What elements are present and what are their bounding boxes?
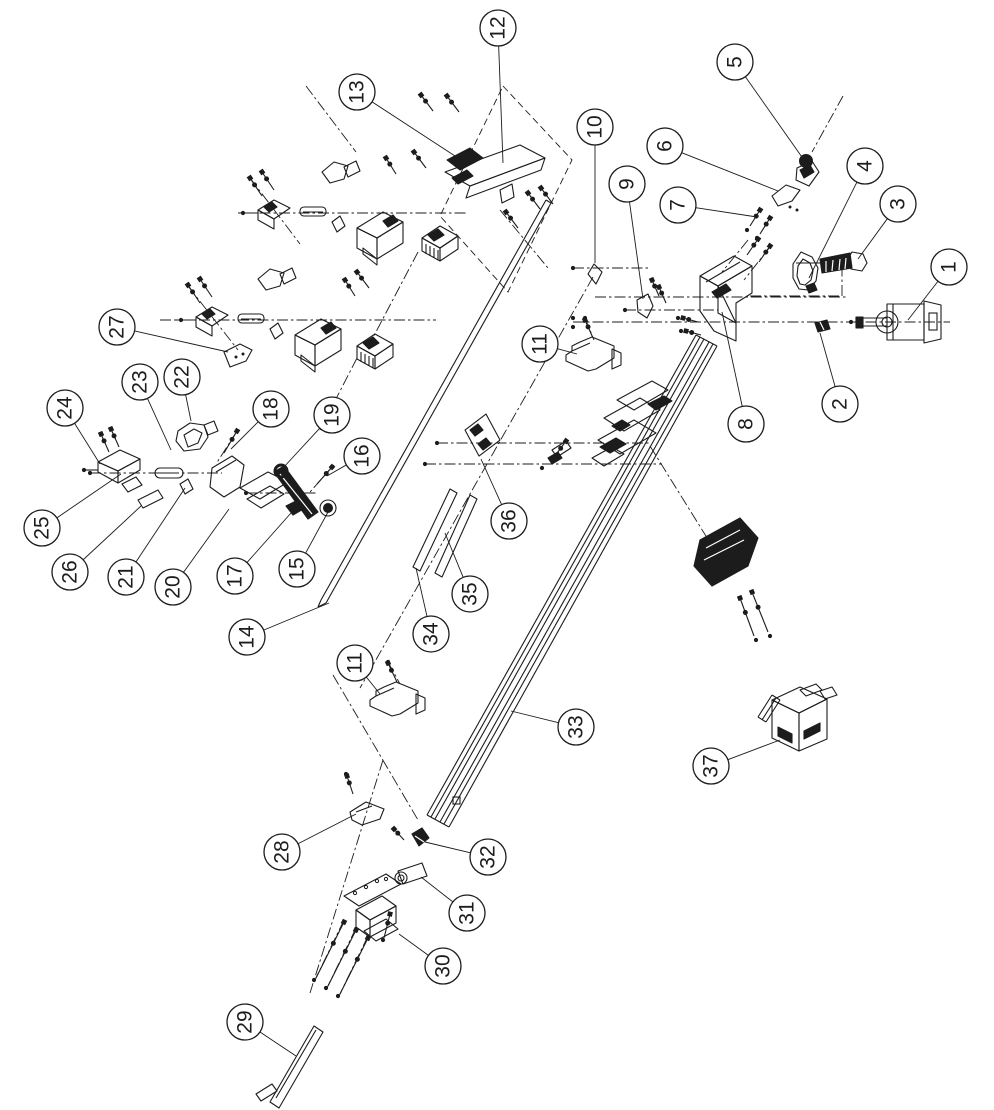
screw xyxy=(418,92,433,111)
part-line xyxy=(696,335,717,346)
part-shape xyxy=(322,162,348,183)
balloon-number: 4 xyxy=(853,160,877,172)
part-shape xyxy=(321,322,336,334)
leader-line xyxy=(135,331,228,352)
balloon-number: 17 xyxy=(223,564,247,588)
balloon-number: 34 xyxy=(419,622,443,646)
screw xyxy=(749,589,768,632)
leader-line xyxy=(283,428,320,468)
center-line xyxy=(812,96,843,152)
terminator-dot xyxy=(754,638,758,642)
leader-line xyxy=(425,842,470,853)
callout-balloon-32 xyxy=(425,839,506,875)
part-shape xyxy=(247,486,284,508)
part-shape xyxy=(258,269,284,290)
part-shape xyxy=(357,212,403,238)
part-shape xyxy=(566,337,614,371)
callout-balloon-30 xyxy=(399,934,461,984)
screw xyxy=(680,315,698,322)
part-shape xyxy=(637,294,653,318)
callout-balloon-6 xyxy=(647,128,778,191)
part-shape xyxy=(377,222,403,259)
part-shape xyxy=(772,185,800,206)
part-shape xyxy=(712,284,731,298)
part-shape xyxy=(256,1084,277,1101)
balloon-number: 3 xyxy=(886,198,910,210)
callout-balloon-9 xyxy=(609,166,645,299)
part-shape xyxy=(363,337,379,349)
part-shape xyxy=(383,215,398,227)
balloon-number: 23 xyxy=(128,370,152,394)
part-shape xyxy=(452,170,473,184)
callout-balloon-14 xyxy=(229,603,329,655)
leader-line xyxy=(83,506,141,560)
leader-line xyxy=(147,398,171,450)
screw xyxy=(747,236,761,255)
balloon-number: 2 xyxy=(828,398,852,410)
callout-balloon-11 xyxy=(337,645,380,694)
terminator-dot xyxy=(336,994,340,998)
screw xyxy=(582,317,593,338)
center-line xyxy=(368,252,418,347)
balloon-number: 8 xyxy=(734,418,758,430)
balloon-number: 6 xyxy=(653,140,677,152)
callout-balloon-11 xyxy=(522,326,577,362)
terminator-dot xyxy=(679,329,683,333)
leader-line xyxy=(260,1032,296,1056)
leader-line xyxy=(372,102,455,156)
balloon-number: 26 xyxy=(58,560,82,584)
screw xyxy=(247,175,262,196)
callout-balloon-18 xyxy=(231,391,289,449)
phantom-outlines xyxy=(440,86,572,292)
leader-line xyxy=(57,474,121,518)
callout-balloon-7 xyxy=(660,187,757,223)
part-line xyxy=(758,717,766,722)
part-shape xyxy=(799,699,827,751)
terminator-dot xyxy=(386,660,390,664)
screw xyxy=(444,93,459,112)
screw xyxy=(328,927,359,986)
center-line xyxy=(650,446,714,549)
terminator-dot xyxy=(571,266,575,270)
screw xyxy=(391,826,404,840)
screw xyxy=(354,269,369,288)
leader-line xyxy=(481,459,502,505)
part-shape xyxy=(295,319,341,345)
callout-balloon-2 xyxy=(820,333,858,422)
part-shape xyxy=(118,459,140,483)
callout-balloon-17 xyxy=(217,513,291,594)
part-shape xyxy=(315,329,341,366)
balloon-number: 35 xyxy=(458,582,482,606)
part-line xyxy=(321,200,546,600)
screw xyxy=(383,155,396,174)
leader-line xyxy=(696,208,757,217)
screws xyxy=(98,92,774,994)
part-circle xyxy=(375,879,378,882)
part-shape xyxy=(800,684,822,696)
screw xyxy=(98,431,109,452)
screw xyxy=(342,277,355,296)
callout-balloon-36 xyxy=(481,459,527,539)
balloon-number: 29 xyxy=(233,1010,257,1034)
part-line xyxy=(276,1030,316,1098)
part-shape xyxy=(428,229,444,241)
part-shape xyxy=(180,479,193,494)
part-shape xyxy=(344,161,360,177)
terminator-dot xyxy=(381,938,385,942)
part-shape xyxy=(138,490,163,508)
balloon-number: 32 xyxy=(476,845,500,869)
balloon-number: 27 xyxy=(105,315,129,339)
part-shape xyxy=(500,184,514,203)
terminator-dot xyxy=(244,491,248,495)
callout-balloon-24 xyxy=(47,390,100,464)
terminator-dot xyxy=(324,986,328,990)
callout-balloon-1 xyxy=(908,249,967,320)
balloon-number: 9 xyxy=(615,178,639,190)
leader-line xyxy=(908,281,938,320)
callout-balloon-5 xyxy=(717,44,804,160)
balloon-number: 21 xyxy=(114,565,138,589)
part-circle xyxy=(364,885,367,888)
terminator-dot xyxy=(435,441,439,445)
leader-line xyxy=(416,568,427,616)
callout-balloon-33 xyxy=(511,709,594,745)
terminator-dot xyxy=(179,318,183,322)
leader-line xyxy=(366,677,380,694)
screw xyxy=(197,276,212,297)
part-shape xyxy=(375,344,393,369)
part-shape xyxy=(588,264,602,284)
part-shape xyxy=(363,248,377,265)
balloon-number: 15 xyxy=(285,557,309,581)
balloon-number: 19 xyxy=(320,403,344,427)
leader-line xyxy=(264,603,329,630)
part-shape xyxy=(772,700,799,751)
screw xyxy=(344,773,353,794)
screw xyxy=(316,919,347,978)
callout-balloon-37 xyxy=(693,740,780,784)
terminator-dot xyxy=(571,316,575,320)
callout-balloon-35 xyxy=(445,533,488,612)
part-shape xyxy=(600,438,626,453)
part-lines xyxy=(84,200,893,1098)
terminator-dot xyxy=(583,316,587,320)
part-shape xyxy=(224,344,252,367)
part-line xyxy=(326,203,551,606)
part-shape xyxy=(280,268,296,284)
balloon-number: 37 xyxy=(699,754,723,778)
part-shape xyxy=(184,429,202,447)
leader-line xyxy=(445,533,463,577)
callout-balloon-34 xyxy=(413,568,449,652)
part-shape xyxy=(694,518,758,586)
part-shape xyxy=(806,283,817,293)
callout-balloon-29 xyxy=(227,1004,296,1056)
screw xyxy=(259,169,274,190)
balloon-number: 24 xyxy=(53,396,77,420)
part-shape xyxy=(548,452,562,464)
leader-line xyxy=(499,46,503,163)
balloon-number: 31 xyxy=(455,901,479,925)
callout-balloon-3 xyxy=(858,186,916,259)
leader-line xyxy=(231,422,258,449)
part-circle xyxy=(242,353,245,356)
part-shape xyxy=(447,148,483,170)
leader-line xyxy=(186,395,191,421)
callout-balloon-13 xyxy=(339,74,455,156)
part-shape xyxy=(370,682,418,716)
part-circle xyxy=(235,356,238,359)
part-shape xyxy=(98,462,118,483)
part-shape xyxy=(778,727,792,743)
part-line xyxy=(449,346,717,827)
leader-line xyxy=(298,814,356,844)
callout-balloon-15 xyxy=(279,512,328,587)
part-shapes xyxy=(98,145,941,1108)
terminator-dot xyxy=(241,211,245,215)
part-shape xyxy=(357,228,377,259)
balloon-number: 25 xyxy=(30,516,54,540)
part-shape xyxy=(440,236,458,261)
leader-line xyxy=(728,740,780,760)
part-shape xyxy=(820,253,852,273)
callout-balloon-8 xyxy=(722,312,764,442)
screw xyxy=(224,428,240,453)
balloon-number: 1 xyxy=(937,261,961,273)
screw xyxy=(317,464,335,484)
part-line xyxy=(706,262,740,282)
balloon-number: 36 xyxy=(497,509,521,533)
part-shape xyxy=(422,238,440,261)
part-shape xyxy=(357,346,375,369)
leader-line xyxy=(682,153,778,191)
balloon-number: 5 xyxy=(723,56,747,68)
center-lines xyxy=(90,86,950,998)
balloon-number: 22 xyxy=(170,365,194,389)
part-shape xyxy=(470,424,483,436)
balloon-number: 30 xyxy=(431,954,455,978)
leader-line xyxy=(745,77,804,160)
balloon-number: 11 xyxy=(528,333,552,355)
leader-line xyxy=(399,934,428,955)
part-shape xyxy=(210,456,244,497)
part-shape xyxy=(176,423,208,451)
terminator-dot xyxy=(849,320,853,324)
part-shape xyxy=(356,910,370,937)
terminator-dot xyxy=(755,236,759,240)
screw xyxy=(411,149,426,168)
terminator-dot xyxy=(423,462,427,466)
balloon-number: 11 xyxy=(343,652,367,674)
callout-balloon-20 xyxy=(155,509,229,605)
leader-line xyxy=(629,202,643,299)
part-shape xyxy=(295,335,315,366)
part-line xyxy=(758,695,772,717)
terminator-dot xyxy=(82,468,86,472)
balloon-number: 28 xyxy=(270,840,294,864)
balloon-number: 7 xyxy=(666,199,690,211)
screw xyxy=(185,282,200,303)
callout-balloons xyxy=(24,10,967,1056)
terminator-dot xyxy=(344,772,348,776)
terminator-dot xyxy=(745,228,749,232)
callout-balloon-12 xyxy=(480,10,516,163)
screw xyxy=(759,243,773,262)
balloon-number: 20 xyxy=(161,575,185,599)
terminator-dot xyxy=(676,316,680,320)
screw xyxy=(340,935,371,994)
part-circle xyxy=(323,503,333,513)
part-circle xyxy=(789,206,792,209)
center-line xyxy=(310,760,383,993)
screw xyxy=(108,426,119,447)
balloon-number: 18 xyxy=(259,397,283,421)
callout-balloon-19 xyxy=(283,397,350,468)
balloon-number: 33 xyxy=(564,715,588,739)
part-shape xyxy=(856,317,863,328)
leader-line xyxy=(722,312,742,406)
balloon-number: 13 xyxy=(345,80,369,104)
callout-balloon-10 xyxy=(577,109,613,263)
leader-line xyxy=(421,877,453,902)
terminator-dot xyxy=(571,325,575,329)
part-shape xyxy=(648,396,672,410)
part-circle xyxy=(796,209,799,212)
balloon-number: 16 xyxy=(350,444,374,468)
leader-line xyxy=(858,219,887,259)
screw xyxy=(525,190,540,209)
callout-balloon-25 xyxy=(24,474,121,546)
terminator-dot xyxy=(540,466,544,470)
screw xyxy=(683,328,701,335)
center-line xyxy=(360,277,593,688)
part-circle xyxy=(384,877,387,880)
leader-line xyxy=(247,513,291,563)
part-shape xyxy=(270,323,283,339)
part-shape xyxy=(350,802,384,825)
part-shape xyxy=(804,723,820,739)
center-line xyxy=(388,662,400,684)
part-line xyxy=(216,460,236,472)
screw xyxy=(760,215,773,234)
callout-balloon-22 xyxy=(164,359,200,421)
part-circle xyxy=(353,891,356,894)
part-shape xyxy=(332,216,345,232)
callout-balloon-16 xyxy=(327,438,380,476)
callout-balloon-31 xyxy=(421,877,485,931)
callout-balloon-28 xyxy=(264,814,356,870)
phantom-outline xyxy=(440,86,572,292)
screw xyxy=(737,595,754,636)
part-shape xyxy=(466,158,545,198)
balloon-number: 12 xyxy=(486,16,510,40)
part-capsule xyxy=(929,313,937,330)
screw xyxy=(503,209,518,228)
part-shape xyxy=(301,355,315,372)
balloon-number: 14 xyxy=(235,625,259,649)
balloon-number: 10 xyxy=(583,115,607,139)
part-shape xyxy=(98,450,140,471)
part-shape xyxy=(412,828,429,846)
leader-line xyxy=(511,711,559,723)
leader-line xyxy=(820,333,835,387)
leader-line xyxy=(75,423,100,464)
terminator-dot xyxy=(88,471,92,475)
terminator-dot xyxy=(768,634,772,638)
terminator-dot xyxy=(623,308,627,312)
terminator-dot xyxy=(312,978,316,982)
